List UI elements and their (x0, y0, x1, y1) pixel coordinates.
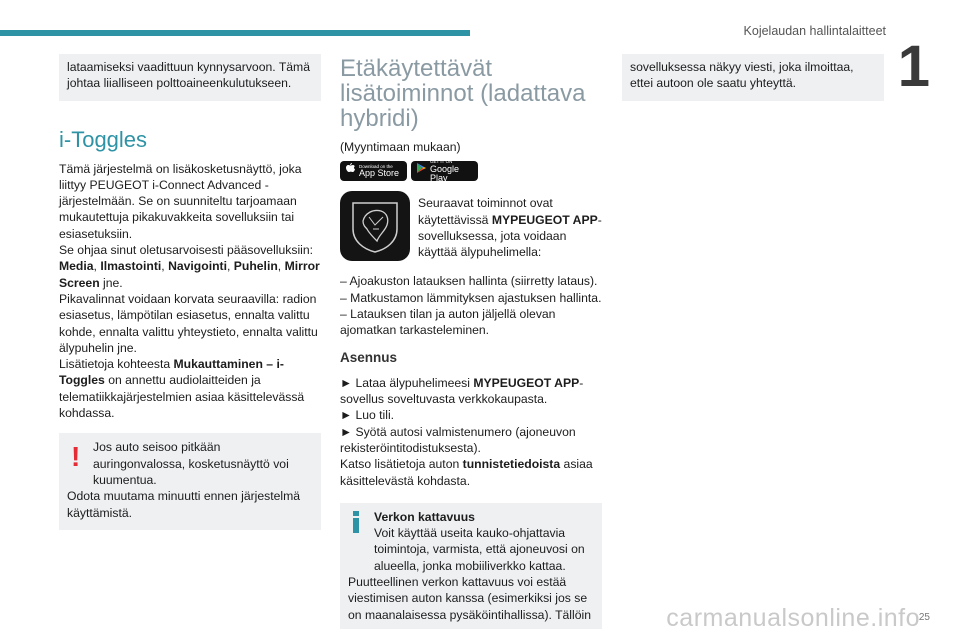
app-name: Ilmastointi (100, 259, 162, 274)
install-step: ► Syötä autosi valmistenumero (ajoneuvon rekisteröintitodistuksesta). (340, 424, 576, 455)
app-name: Navigointi (168, 259, 227, 274)
google-play-badge[interactable] (411, 161, 478, 181)
warning-text: Odota muutama minuutti ennen järjestelmä käyttämistä. (67, 489, 301, 520)
app-store-small-text: Download on the (359, 163, 393, 169)
info-text: Puutteellinen verkon kattavuus voi estää viestimisen auton kanssa (esimerkiksi jos se on maanalaisessa pysäköintihallissa). Tällöin (348, 575, 591, 622)
list-item: – Latauksen tilan ja auton jäljellä olevan ajomatkan tarkasteleminen. (340, 306, 556, 338)
column-left (59, 54, 321, 530)
paragraph: Pikavalinnat voidaan korvata seuraavilla: radion esiasetus, lämpötilan esiasetus, ennalta valittu kohde, ennalta valittu yhteystieto, ennalta valittu älypuhelin jne. (59, 291, 318, 355)
continued-note-box (59, 54, 321, 101)
chapter-number: 1 (897, 34, 930, 99)
install-step: ► Lataa älypuhelimeesi MYPEUGEOT APP-sovellus soveltuvasta verkkokaupasta. (340, 375, 584, 407)
page-number: 25 (918, 612, 930, 623)
google-play-label: Google Play (430, 163, 460, 183)
cross-reference: tunnistetiedoista (462, 457, 561, 472)
play-icon (417, 163, 426, 179)
app-name: Mirror Screen (59, 259, 320, 290)
paragraph: Lisätietoja kohteesta Mukauttaminen – i-Toggles on annettu audiolaitteiden ja telematiikkajärjestelmien asiaa käsittelevässä kohdassa. (59, 357, 305, 421)
column-right (622, 54, 884, 101)
google-play-small-text: GET IT ON (430, 159, 453, 165)
install-steps (340, 375, 602, 489)
app-store-label: App Store (359, 168, 400, 179)
watermark: carmanualsonline.info (666, 604, 920, 632)
mypeugeot-app-row (340, 191, 602, 261)
availability-note: (Myyntimaan mukaan) (340, 140, 461, 154)
info-text: Voit käyttää useita kauko-ohjattavia toimintoja, varmista, että ajoneuvosi on alueella, jonka mobiiliverkko kattaa. (374, 526, 585, 573)
exclamation-icon: ! (71, 441, 81, 473)
app-name: MYPEUGEOT APP (491, 212, 598, 227)
app-store-badge[interactable] (340, 161, 407, 181)
store-badges (340, 161, 602, 181)
continued-info-box (622, 54, 884, 101)
app-name: MYPEUGEOT APP (473, 375, 580, 390)
app-name: Puhelin (233, 259, 278, 274)
function-list (340, 273, 602, 338)
i-toggles-description (59, 161, 321, 422)
paragraph: Katso lisätietoja auton tunnistetiedoista asiaa käsittelevästä kohdasta. (340, 457, 593, 488)
app-description: Seuraavat toiminnot ovat käytettävissä MYPEUGEOT APP-sovelluksessa, jota voidaan käyttää älypuhelimella: (418, 196, 602, 260)
warning-text: Jos auto seisoo pitkään auringonvalossa, kosketusnäyttö voi kuumentua. (93, 440, 289, 487)
info-box (340, 503, 602, 629)
info-title: Verkon kattavuus (374, 509, 475, 524)
page-header-title: Kojelaudan hallintalaitteet (743, 24, 886, 38)
cross-reference: Mukauttaminen – i-Toggles (59, 357, 284, 388)
continued-info-text: sovelluksessa näkyy viesti, joka ilmoittaa, ettei autoon ole saatu yhteyttä. (630, 60, 854, 91)
apple-icon (346, 163, 355, 179)
list-item: – Ajoakuston latauksen hallinta (siirretty lataus). (340, 274, 598, 289)
list-item: – Matkustamon lämmityksen ajastuksen hallinta. (340, 290, 602, 305)
install-step: ► Luo tili. (340, 408, 395, 423)
section-heading-remote-functions: Etäkäytettävät lisätoiminnot (ladattava hybridi) (340, 55, 586, 132)
paragraph: Tämä järjestelmä on lisäkosketusnäyttö, joka liittyy PEUGEOT i-Connect Advanced -järjestelmään. Se on suunniteltu tarjoamaan mukautettuja pikakuvakkeita sovelluksiin tai esiasetuksiin. (59, 161, 302, 241)
column-middle (340, 54, 602, 629)
peugeot-lion-icon (340, 191, 410, 261)
header-accent-bar (0, 30, 470, 36)
section-heading-i-toggles: i-Toggles (59, 126, 148, 152)
continued-note-text: lataamiseksi vaadittuun kynnysarvoon. Tämä johtaa liialliseen polttoaineenkulutukseen. (67, 60, 310, 91)
info-icon (352, 511, 360, 533)
paragraph: Se ohjaa sinut oletusarvoisesti pääsovelluksiin: Media, Ilmastointi, Navigointi, Puhelin, Mirror Screen jne. (59, 243, 320, 290)
app-name: Media (59, 259, 94, 274)
subsection-heading-install: Asennus (340, 350, 398, 366)
warning-box (59, 433, 321, 529)
